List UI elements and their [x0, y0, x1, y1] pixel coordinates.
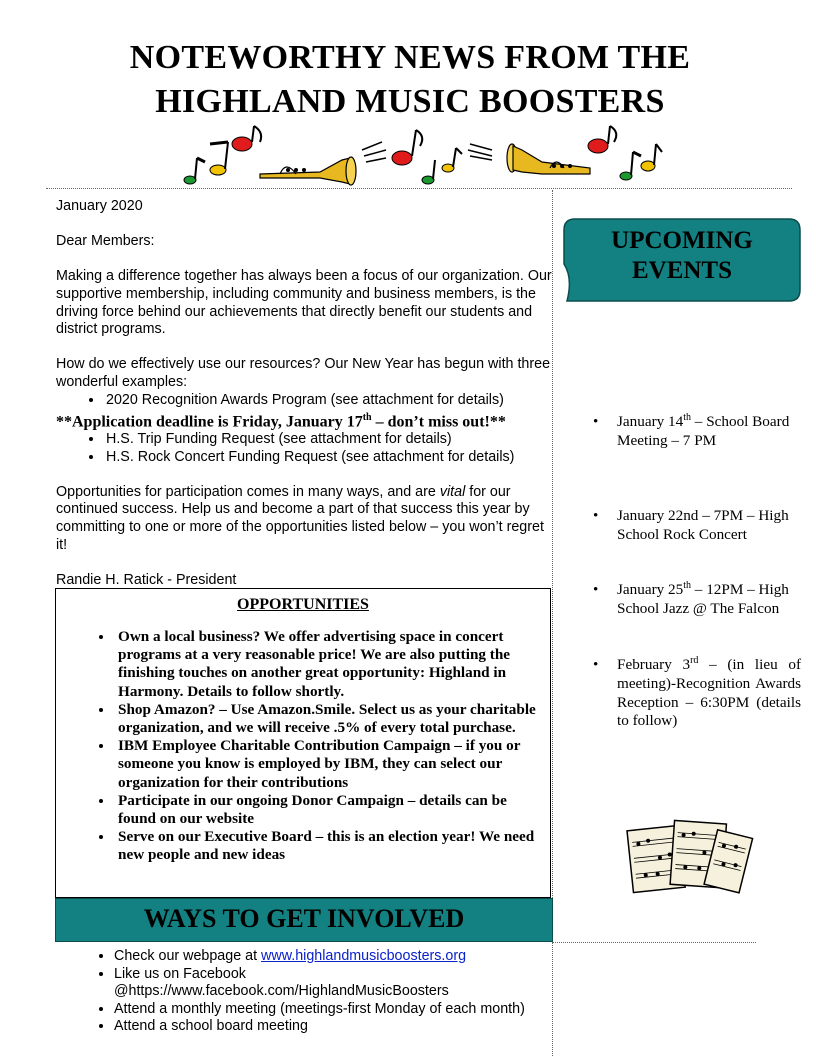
example-item: • 2020 Recognition Awards Program (see attachment for details): [104, 392, 556, 410]
ways-to-get-involved-banner: WAYS TO GET INVOLVED: [55, 898, 553, 942]
letter-paragraph-1: Making a difference together has always been a focus of our organization. Our supportive membership, including community and business members, is the driving force behind our achievements that directly benefit our students and district programs.: [56, 268, 552, 338]
opportunity-item: • Participate in our ongoing Donor Campaign – details can be found on our website: [114, 792, 540, 828]
letter-body: [56, 198, 556, 589]
opportunity-item: • IBM Employee Charitable Contribution Campaign – if you or someone you know is employed by IBM, they can select our organization for their contributions: [114, 737, 540, 792]
letter-date: January 2020: [56, 198, 143, 214]
opportunities-box: [55, 588, 551, 898]
event-item: • January 25th – 12PM – High School Jazz @ The Falcon: [593, 579, 789, 617]
newsletter-title-line2: HIGHLAND MUSIC BOOSTERS: [155, 83, 665, 120]
involvement-item: • Attend a monthly meeting (meetings-first Monday of each month): [114, 1001, 584, 1019]
involvement-list: [88, 948, 584, 1036]
header-divider: [46, 188, 792, 189]
example-item: • H.S. Trip Funding Request (see attachment for details): [104, 431, 556, 449]
event-item: • January 14th – School Board Meeting – 7 PM: [593, 411, 790, 449]
opportunity-item: • Shop Amazon? – Use Amazon.Smile. Select us as your charitable organization, and we will receive .5% of every total purchase.: [114, 701, 540, 737]
sheet-music-icon: [626, 818, 756, 896]
trumpet-icon: [260, 157, 356, 185]
opportunity-item: • Own a local business? We offer advertising space in concert programs at a very reasonable price! We are also putting the finishing touches on another great opportunity: Highland in Harmony. Details to follow shortly.: [114, 628, 540, 701]
event-item: • January 22nd – 7PM – High School Rock Concert: [593, 507, 789, 543]
music-note-icon: [184, 158, 205, 184]
facebook-link: @https://www.facebook.com/HighlandMusicBoosters: [114, 983, 449, 1000]
opportunity-item: • Serve on our Executive Board – this is an election year! We need new people and new ideas: [114, 828, 540, 864]
example-item: • H.S. Rock Concert Funding Request (see attachment for details): [104, 449, 556, 467]
event-item: • February 3rd – (in lieu of meeting)-Recognition Awards Reception – 6:30PM (details to follow): [593, 654, 802, 730]
trumpet-icon: [507, 144, 590, 174]
newsletter-title-line1: NOTEWORTHY NEWS FROM THE: [129, 39, 691, 76]
opportunities-title: OPPORTUNITIES: [237, 596, 369, 613]
letter-paragraph-3: Opportunities for participation comes in many ways, and are vital for our continued success. Help us and become a part of that success this year by committing to one or more of the opportunities listed below – you won’t regret it!: [56, 483, 544, 553]
opportunities-list: [56, 628, 550, 865]
letter-salutation: Dear Members:: [56, 233, 155, 250]
involvement-item: • Like us on Facebook @https://www.facebook.com/HighlandMusicBoosters: [114, 966, 584, 1001]
upcoming-events-title: UPCOMING EVENTS: [611, 227, 753, 284]
involvement-item: • Attend a school board meeting: [114, 1018, 584, 1036]
involvement-item: • Check our webpage at www.highlandmusicboosters.org: [114, 948, 584, 966]
letter-paragraph-2: How do we effectively use our resources? Our New Year has begun with three wonderful examples:: [56, 356, 551, 390]
sidebar-bottom-divider: [552, 942, 756, 943]
music-banner-icon: [170, 122, 670, 190]
deadline-notice: **Application deadline is Friday, January 17th – don’t miss out!**: [56, 412, 506, 431]
letter-signature: Randie H. Ratick - President: [56, 571, 237, 588]
website-link[interactable]: www.highlandmusicboosters.org: [261, 948, 467, 964]
